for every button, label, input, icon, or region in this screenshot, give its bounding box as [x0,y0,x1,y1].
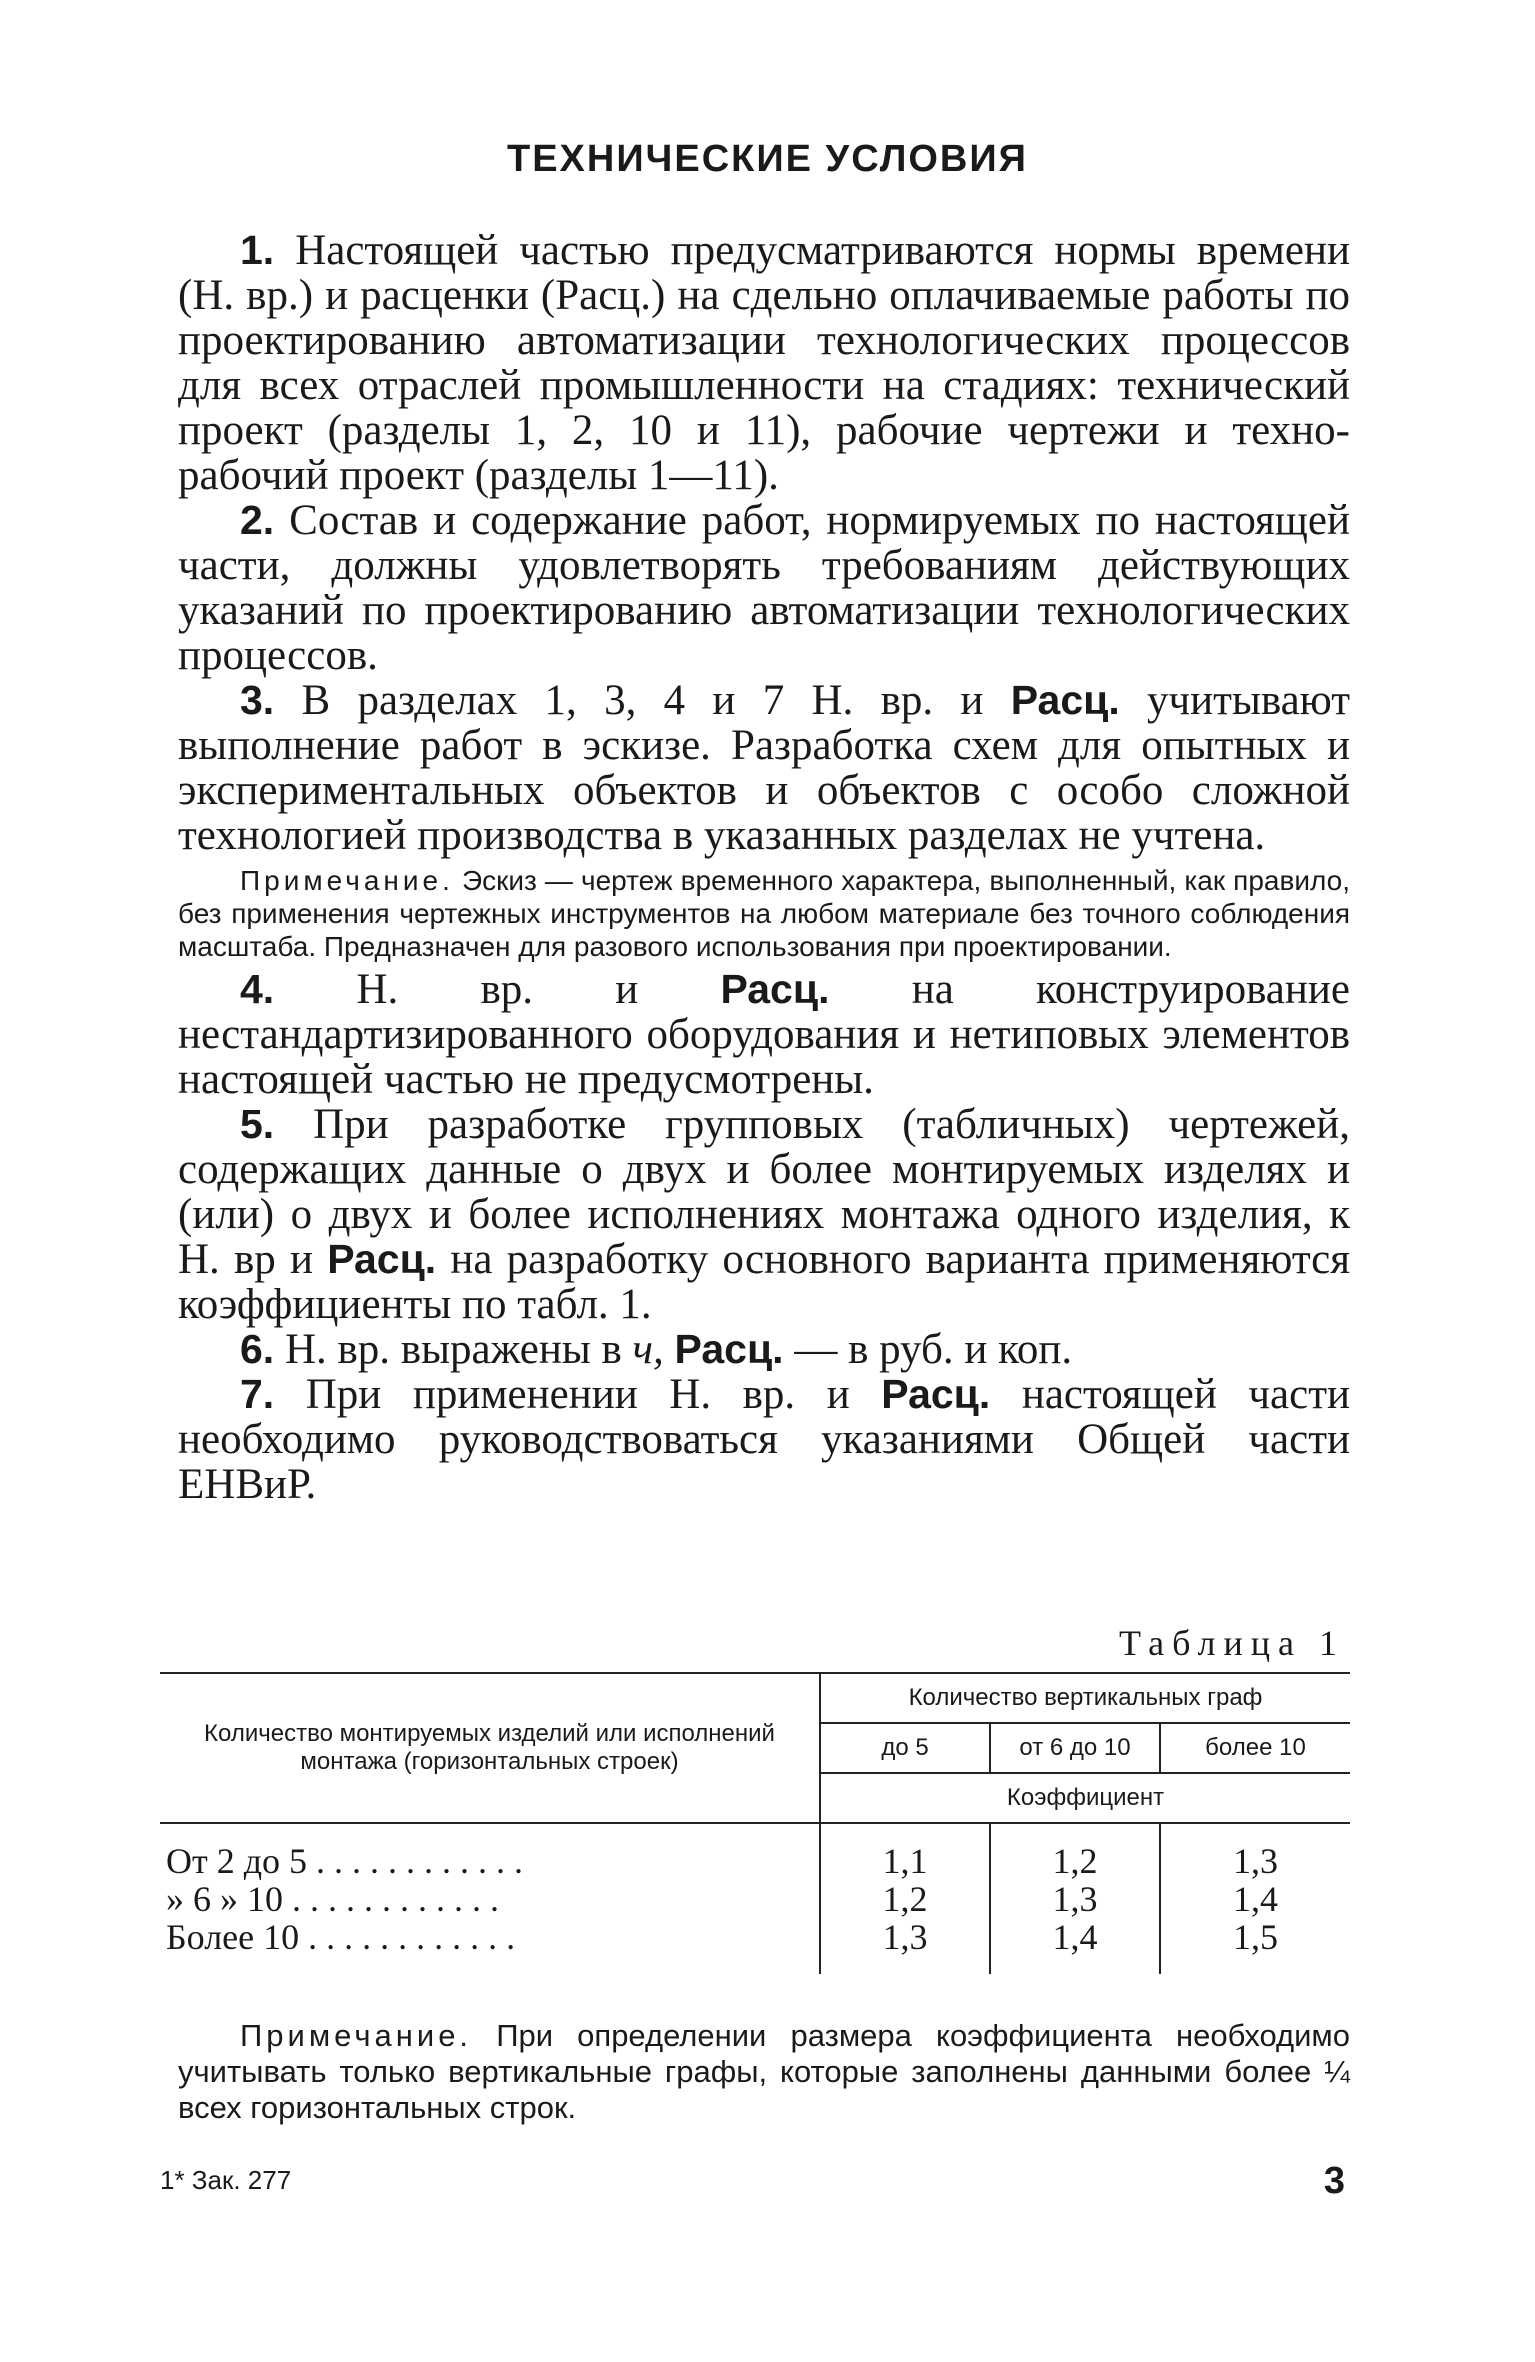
table-cell: 1,4 [990,1918,1160,1956]
table-cell: 1,1 [820,1842,990,1880]
rasc-term: Расц. [881,1371,991,1417]
row-header: Количество монтируемых изделий или исполнений монтажа (горизонтальных строек) [160,1673,820,1823]
rasc-term: Расц. [327,1236,437,1282]
table-row [160,1842,1350,1880]
paragraph-text: При разработке групповых (табличных) чертежей, содержащих данные о двух и более монтируемых изделях и (или) о двух и более исполнениях монтажа одного изделия, к Н. вр и [178,1101,1351,1283]
note-text: При определении размера коэффициента необходимо учитывать только вертикальные графы, которые заполнены данными более ¼ всех горизонтальных строк. [178,2018,1350,2125]
coefficient-table [160,1672,1350,1974]
unit-hours: ч, [632,1326,664,1373]
paragraph-number: 7. [240,1371,275,1417]
paragraph-3 [178,678,1350,858]
body-text [178,228,1350,1507]
table-cell: 1,2 [990,1842,1160,1880]
row-label: От 2 до 5 . . . . . . . . . . . . [166,1842,524,1880]
paragraph-number: 2. [240,497,275,543]
row-label: » 6 » 10 . . . . . . . . . . . . [166,1880,499,1918]
note-label: Примечание. [240,865,454,896]
page-number: 3 [1323,2160,1345,2202]
paragraph-number: 4. [240,966,275,1012]
paragraph-4 [178,967,1350,1102]
paragraph-text: на конструирование нестандартизированного оборудования и нетиповых элементов настоящей частью не предусмотрены. [178,966,1350,1103]
paragraph-text: на разработку основного варианта применяются коэффициенты по табл. 1. [178,1236,1350,1328]
paragraph-text: Состав и содержание работ, нормируемых по настоящей части, должны удовлетворять требованиям действующих указаний по проектированию автоматизации технологических процессов. [178,497,1351,679]
paragraph-text: настоящей части необходимо руководствоваться указаниями Общей части ЕНВиР. [178,1371,1351,1508]
print-order-mark: 1* Зак. 277 [160,2165,292,2195]
table-note [178,2018,1350,2126]
column-header: от 6 до 10 [990,1723,1160,1773]
paragraph-number: 6. [240,1326,275,1372]
paragraph-5 [178,1102,1350,1327]
table-cell: 1,4 [1160,1880,1350,1918]
subheader: Коэффициент [820,1773,1350,1823]
group-header: Количество вертикальных граф [820,1673,1350,1723]
rasc-term: Расц. [1010,677,1120,723]
table-row [160,1880,1350,1918]
column-header: до 5 [820,1723,990,1773]
row-label: Более 10 . . . . . . . . . . . . [166,1918,516,1956]
table-caption: Таблица 1 [1119,1623,1345,1663]
paragraph-number: 1. [240,227,275,273]
paragraph-6 [178,1327,1350,1372]
table-cell: 1,3 [820,1918,990,1956]
paragraph-text: Настоящей частью предусматриваются нормы времени (Н. вр.) и расценки (Расц.) на сдельно оплачиваемые работы по проектированию автоматизации технологических процессов для всех отраслей промышленности на стадиях: технический проект (разделы 1, 2, 10 и 11), рабочие чертежи и техно-рабочий проект (разделы 1—11). [178,227,1350,499]
table-cell: 1,5 [1160,1918,1350,1956]
paragraph-1 [178,228,1350,498]
table-cell: 1,3 [1160,1842,1350,1880]
rasc-term: Расц. [674,1326,784,1372]
paragraph-7 [178,1372,1350,1507]
paragraph-2 [178,498,1350,678]
table-cell: 1,3 [990,1880,1160,1918]
paragraph-text: Н. вр. и [356,966,639,1013]
note-text: Эскиз — чертеж временного характера, выполненный, как правило, без применения чертежных инструментов на любом материале без точного соблюдения масштаба. Предназначен для разового использования при проектировании. [178,865,1350,962]
rasc-term: Расц. [720,966,830,1012]
page-title: ТЕХНИЧЕСКИЕ УСЛОВИЯ [507,138,1028,180]
paragraph-text: Н. вр. выражены в [284,1326,622,1373]
note-label: Примечание. [240,2018,473,2053]
paragraph-number: 3. [240,677,275,723]
paragraph-text: — в руб. и коп. [794,1326,1073,1373]
paragraph-text: При применении Н. вр. и [305,1371,850,1418]
paragraph-number: 5. [240,1101,275,1147]
paragraph-text: В разделах 1, 3, 4 и 7 Н. вр. и [301,677,984,724]
table-cell: 1,2 [820,1880,990,1918]
note-sketch [178,864,1350,963]
paragraph-text: учитывают выполнение работ в эскизе. Разработка схем для опытных и экспериментальных объектов и объектов с особо сложной технологией производства в указанных разделах не учтена. [178,677,1351,859]
table-row [160,1918,1350,1956]
column-header: более 10 [1160,1723,1350,1773]
